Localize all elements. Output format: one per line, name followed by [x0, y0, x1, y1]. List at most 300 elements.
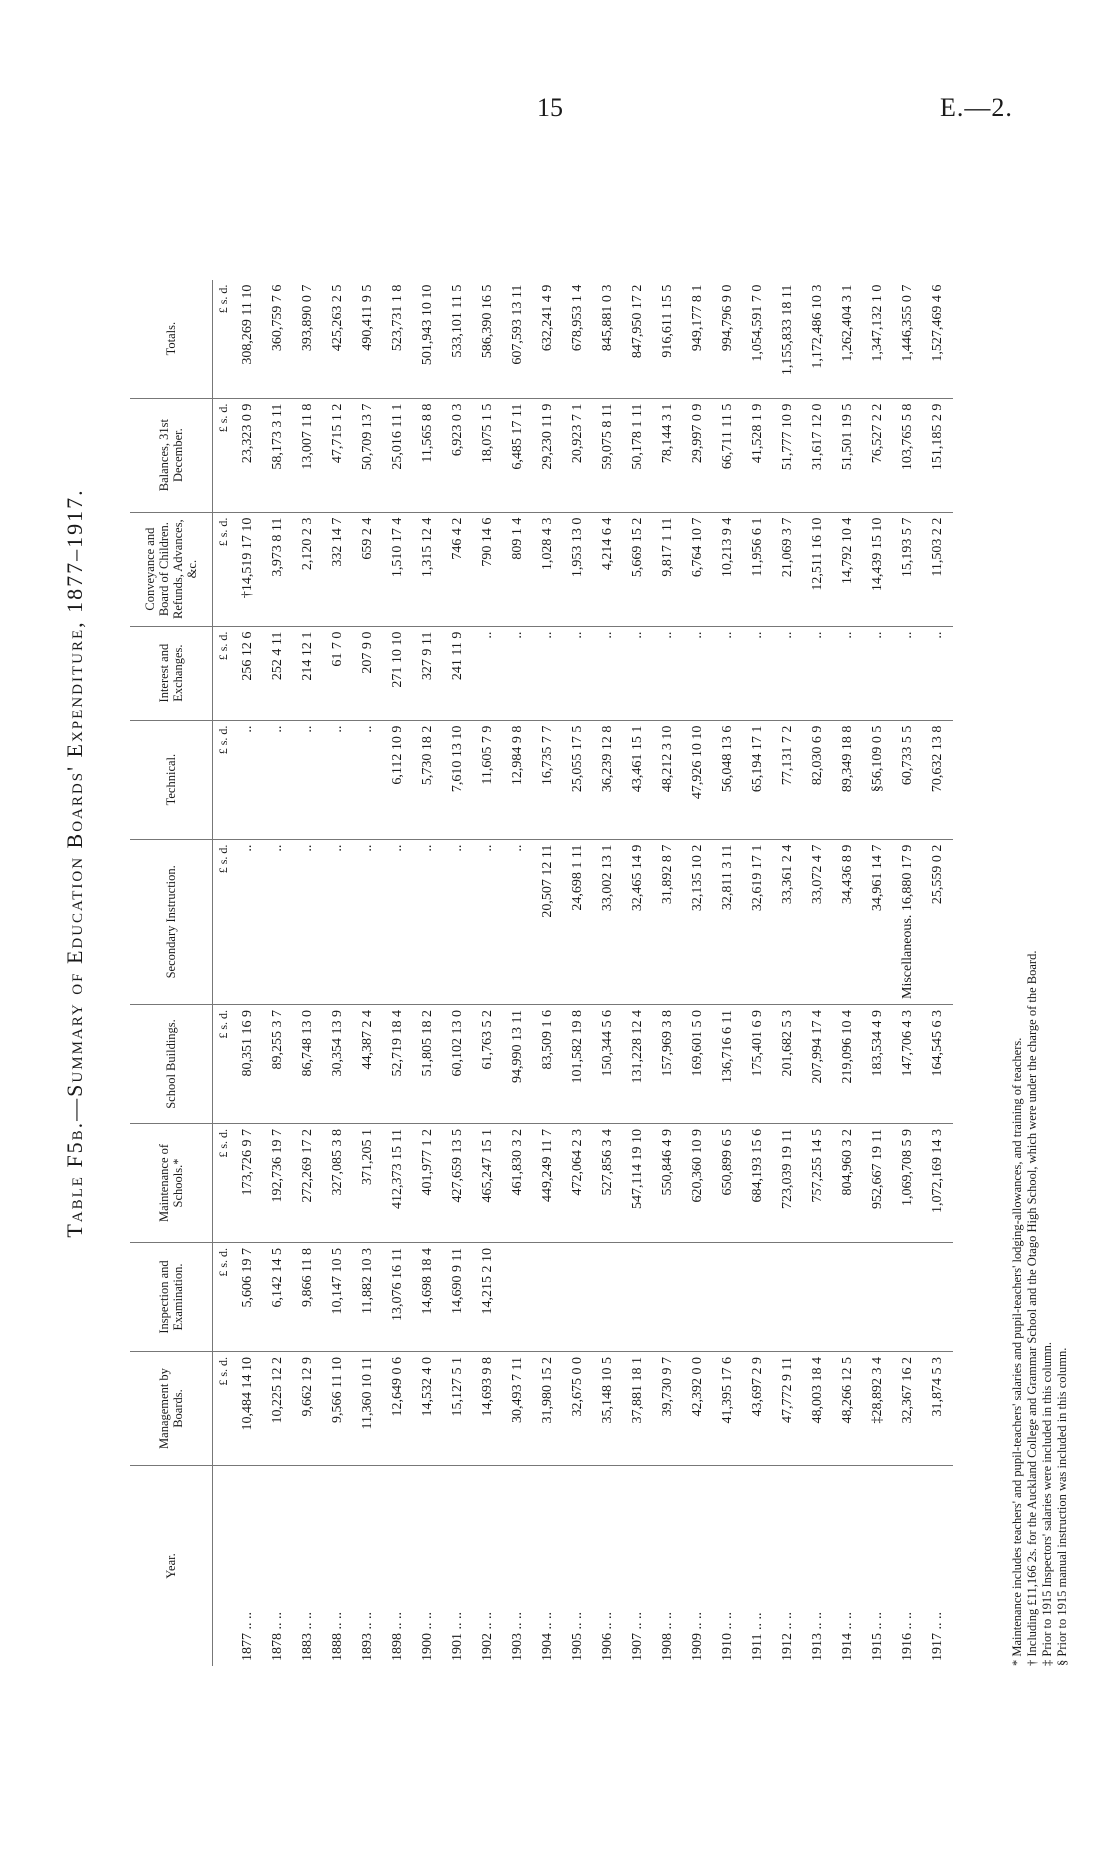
table-cell: .. — [353, 839, 383, 1004]
table-cell: 94,990 13 11 — [503, 1005, 533, 1124]
table-cell: 36,239 12 8 — [593, 720, 623, 839]
table-cell: 82,030 6 9 — [803, 720, 833, 839]
table-cell: 9,566 11 10 — [323, 1352, 353, 1466]
page-number: 15 — [537, 93, 563, 122]
table-cell: 1,510 17 4 — [383, 512, 413, 626]
table-cell: 32,135 10 2 — [683, 839, 713, 1004]
table-cell: 684,193 15 6 — [743, 1124, 773, 1243]
column-header-balances: Balances, 31st December. — [130, 398, 213, 512]
unit-cell: £ s. d. — [215, 284, 230, 314]
year-cell: 1902 .. .. — [473, 1466, 503, 1667]
table-cell: 620,360 10 9 — [683, 1124, 713, 1243]
table-cell: 952,667 19 11 — [863, 1124, 893, 1243]
year-cell: 1904 .. .. — [533, 1466, 563, 1667]
table-cell: 790 14 6 — [473, 512, 503, 626]
table-cell: 371,205 1 — [353, 1124, 383, 1243]
table-cell: 757,255 14 5 — [803, 1124, 833, 1243]
year-cell: 1906 .. .. — [593, 1466, 623, 1667]
table-cell: 501,943 10 10 — [420, 284, 435, 366]
table-cell: 6,764 10 7 — [683, 512, 713, 626]
column-header-interest: Interest and Exchanges. — [130, 626, 213, 720]
table-cell: 804,960 3 2 — [833, 1124, 863, 1243]
year-cell: 1893 .. .. — [353, 1466, 383, 1667]
table-cell: 31,892 8 7 — [653, 839, 683, 1004]
table-cell: 56,048 13 6 — [713, 720, 743, 839]
table-row — [563, 280, 593, 1666]
table-cell — [593, 1243, 623, 1352]
table-cell: 61 7 0 — [323, 626, 353, 720]
footnote-maintenance: * Maintenance includes teachers' and pupil-teachers' salaries and pupil-teachers' lodging-allowances, and training of teachers. — [1010, 1037, 1024, 1666]
year-cell: 1907 .. .. — [623, 1466, 653, 1667]
table-cell: 24,698 1 11 — [563, 839, 593, 1004]
table-cell: 746 4 2 — [443, 512, 473, 626]
table-cell: 41,395 17 6 — [713, 1352, 743, 1466]
table-cell: 15,193 5 7 — [893, 512, 923, 626]
table-cell: 5,669 15 2 — [623, 512, 653, 626]
table-cell: .. — [263, 839, 293, 1004]
table-row — [323, 280, 353, 1666]
table-cell: 10,225 12 2 — [263, 1352, 293, 1466]
unit-cell: £ s. d. — [213, 1005, 234, 1124]
table-cell: 1,155,833 18 11 — [780, 284, 795, 376]
table-row — [263, 280, 293, 1666]
table-cell: 425,263 2 5 — [330, 284, 345, 352]
table-row — [833, 280, 863, 1666]
year-cell: 1898 .. .. — [383, 1466, 413, 1667]
table-cell — [803, 1243, 833, 1352]
table-cell: .. — [443, 839, 473, 1004]
table-cell: Miscellaneous. 16,880 17 9 — [893, 839, 923, 1004]
table-cell: 32,619 17 1 — [743, 839, 773, 1004]
table-cell: 50,178 1 11 — [623, 398, 653, 512]
table-cell: 272,269 17 2 — [293, 1124, 323, 1243]
table-cell: 994,796 9 0 — [720, 284, 735, 352]
footnote-manual: § Prior to 1915 manual instruction was included in this column. — [1055, 1347, 1069, 1666]
table-cell: 678,953 1 4 — [570, 284, 585, 352]
table-cell: .. — [653, 626, 683, 720]
table-cell: 58,173 3 11 — [263, 398, 293, 512]
table-cell — [743, 1243, 773, 1352]
table-cell: 14,698 18 4 — [413, 1243, 443, 1352]
table-cell: 131,228 12 4 — [623, 1005, 653, 1124]
table-cell: 13,007 11 8 — [293, 398, 323, 512]
table-row — [383, 280, 413, 1666]
column-header-inspection: Inspection and Examination. — [130, 1243, 213, 1352]
year-cell: 1910 .. .. — [713, 1466, 743, 1667]
table-cell: 83,509 1 6 — [533, 1005, 563, 1124]
table-cell: .. — [893, 626, 923, 720]
table-cell: 11,503 2 2 — [923, 512, 953, 626]
table-cell: .. — [293, 839, 323, 1004]
table-cell: 30,354 13 9 — [323, 1005, 353, 1124]
table-cell: 164,545 6 3 — [923, 1005, 953, 1124]
table-cell: 31,617 12 0 — [803, 398, 833, 512]
table-cell: .. — [563, 626, 593, 720]
table-row — [443, 280, 473, 1666]
table-row — [743, 280, 773, 1666]
table-cell: 25,559 0 2 — [923, 839, 953, 1004]
table-cell — [833, 1243, 863, 1352]
table-cell: 18,075 1 5 — [473, 398, 503, 512]
year-cell: 1917 .. .. — [923, 1466, 953, 1667]
table-cell: 10,147 10 5 — [323, 1243, 353, 1352]
table-row — [233, 280, 263, 1666]
table-cell: 12,984 9 8 — [503, 720, 533, 839]
table-cell: 11,605 7 9 — [473, 720, 503, 839]
table-cell: .. — [473, 839, 503, 1004]
table-cell: 47,715 1 2 — [323, 398, 353, 512]
table-row — [773, 280, 803, 1666]
table-cell: 150,344 5 6 — [593, 1005, 623, 1124]
table-cell: 427,659 13 5 — [443, 1124, 473, 1243]
table-cell: 4,214 6 4 — [593, 512, 623, 626]
table-row — [623, 280, 653, 1666]
table-cell: 6,485 17 11 — [503, 398, 533, 512]
table-cell: 29,997 0 9 — [683, 398, 713, 512]
table-row — [413, 280, 443, 1666]
column-header-year: Year. — [130, 1466, 213, 1667]
units-row — [213, 280, 234, 1666]
table-cell: 1,953 13 0 — [563, 512, 593, 626]
column-header-buildings: School Buildings. — [130, 1005, 213, 1124]
year-cell: 1913 .. .. — [803, 1466, 833, 1667]
table-cell — [623, 1243, 653, 1352]
table-cell: 533,101 11 5 — [450, 284, 465, 358]
column-header-technical: Technical. — [130, 720, 213, 839]
year-cell: 1878 .. .. — [263, 1466, 293, 1667]
table-cell: 472,064 2 3 — [563, 1124, 593, 1243]
table-cell: 219,096 10 4 — [833, 1005, 863, 1124]
table-cell: 5,606 19 7 — [233, 1243, 263, 1352]
column-header-management: Management by Boards. — [130, 1352, 213, 1466]
column-header-totals: Totals. — [130, 280, 213, 399]
table-cell: 401,977 1 2 — [413, 1124, 443, 1243]
table-cell: 659 2 4 — [353, 512, 383, 626]
table-cell: .. — [863, 626, 893, 720]
table-cell: .. — [803, 626, 833, 720]
table-cell: 31,874 5 3 — [923, 1352, 953, 1466]
table-cell: 327,085 3 8 — [323, 1124, 353, 1243]
table-cell: 14,439 15 10 — [863, 512, 893, 626]
table-cell: 33,002 13 1 — [593, 839, 623, 1004]
table-cell: 39,730 9 7 — [653, 1352, 683, 1466]
table-cell: 32,367 16 2 — [893, 1352, 923, 1466]
table-cell: 9,662 12 9 — [293, 1352, 323, 1466]
table-cell: 35,148 10 5 — [593, 1352, 623, 1466]
table-cell: 89,255 3 7 — [263, 1005, 293, 1124]
table-cell — [653, 1243, 683, 1352]
table-cell: 21,069 3 7 — [773, 512, 803, 626]
table-cell: 32,465 14 9 — [623, 839, 653, 1004]
table-cell: 327 9 11 — [413, 626, 443, 720]
table-cell — [533, 1243, 563, 1352]
table-cell: 65,194 17 1 — [743, 720, 773, 839]
year-cell: 1901 .. .. — [443, 1466, 473, 1667]
table-cell: 52,719 18 4 — [383, 1005, 413, 1124]
table-cell: 1,072,169 14 3 — [923, 1124, 953, 1243]
year-cell: 1909 .. .. — [683, 1466, 713, 1667]
table-cell: 11,956 6 1 — [743, 512, 773, 626]
table-cell: 183,534 4 9 — [863, 1005, 893, 1124]
table-cell: 59,075 8 11 — [593, 398, 623, 512]
table-cell: 360,759 7 6 — [270, 284, 285, 352]
table-cell: 25,016 11 1 — [383, 398, 413, 512]
table-cell: 461,830 3 2 — [503, 1124, 533, 1243]
table-cell: 11,360 10 11 — [353, 1352, 383, 1466]
table-cell: 9,817 1 11 — [653, 512, 683, 626]
table-cell: 14,792 10 4 — [833, 512, 863, 626]
table-cell — [683, 1243, 713, 1352]
table-cell: 29,230 11 9 — [533, 398, 563, 512]
table-cell: 31,980 15 2 — [533, 1352, 563, 1466]
table-cell: .. — [833, 626, 863, 720]
table-cell: 25,055 17 5 — [563, 720, 593, 839]
table-cell: .. — [353, 720, 383, 839]
table-cell: 845,881 0 3 — [600, 284, 615, 352]
unit-cell: £ s. d. — [213, 1352, 234, 1466]
table-cell: 48,266 12 5 — [833, 1352, 863, 1466]
footnote-inspectors: ‡ Prior to 1915 Inspectors' salaries were included in this column. — [1040, 1341, 1054, 1666]
table-cell: †14,519 17 10 — [233, 512, 263, 626]
table-cell: 147,706 4 3 — [893, 1005, 923, 1124]
table-cell: 490,411 9 5 — [360, 284, 375, 351]
year-cell: 1900 .. .. — [413, 1466, 443, 1667]
table-cell: 151,185 2 9 — [923, 398, 953, 512]
table-cell: 1,028 4 3 — [533, 512, 563, 626]
table-cell: 1,069,708 5 9 — [893, 1124, 923, 1243]
table-row — [353, 280, 383, 1666]
table-cell — [503, 1243, 533, 1352]
table-cell: 86,748 13 0 — [293, 1005, 323, 1124]
unit-cell: £ s. d. — [213, 839, 234, 1004]
table-cell — [773, 1243, 803, 1352]
table-cell: 12,649 0 6 — [383, 1352, 413, 1466]
table-cell: .. — [293, 720, 323, 839]
unit-cell: £ s. d. — [213, 512, 234, 626]
table-row — [503, 280, 533, 1666]
table-cell: 201,682 5 3 — [773, 1005, 803, 1124]
unit-cell: £ s. d. — [213, 1243, 234, 1352]
header-row — [130, 280, 213, 1666]
table-cell: 6,142 14 5 — [263, 1243, 293, 1352]
table-cell: 175,401 6 9 — [743, 1005, 773, 1124]
table-cell: 51,501 19 5 — [833, 398, 863, 512]
table-cell: 70,632 13 8 — [923, 720, 953, 839]
table-cell: 2,120 2 3 — [293, 512, 323, 626]
table-cell: 13,076 16 11 — [383, 1243, 413, 1352]
table-cell: 20,923 7 1 — [563, 398, 593, 512]
table-cell: 393,890 0 7 — [300, 284, 315, 352]
table-cell: 32,675 0 0 — [563, 1352, 593, 1466]
table-cell: 14,690 9 11 — [443, 1243, 473, 1352]
table-cell: 20,507 12 11 — [533, 839, 563, 1004]
table-cell: 586,390 16 5 — [480, 284, 495, 359]
table-cell: .. — [683, 626, 713, 720]
table-cell: .. — [323, 720, 353, 839]
table-cell: 412,373 15 11 — [383, 1124, 413, 1243]
table-cell: 47,772 9 11 — [773, 1352, 803, 1466]
table-cell: 1,054,591 7 0 — [750, 284, 765, 362]
table-cell: 11,565 8 8 — [413, 398, 443, 512]
table-cell: 10,484 14 10 — [233, 1352, 263, 1466]
table-row — [713, 280, 743, 1666]
table-cell: 157,969 3 8 — [653, 1005, 683, 1124]
table-cell: 809 1 4 — [503, 512, 533, 626]
table-cell — [563, 1243, 593, 1352]
table-cell: 547,114 19 10 — [623, 1124, 653, 1243]
table-cell: .. — [263, 720, 293, 839]
table-cell: 37,881 18 1 — [623, 1352, 653, 1466]
unit-cell — [213, 1466, 234, 1667]
table-cell: 3,973 8 11 — [263, 512, 293, 626]
table-cell: 10,213 9 4 — [713, 512, 743, 626]
table-cell: 192,736 19 7 — [263, 1124, 293, 1243]
table-cell: 723,039 19 11 — [773, 1124, 803, 1243]
table-cell: 252 4 11 — [263, 626, 293, 720]
table-cell: 66,711 11 5 — [713, 398, 743, 512]
table-cell: 42,392 0 0 — [683, 1352, 713, 1466]
table-cell: 14,215 2 10 — [473, 1243, 503, 1352]
column-header-secondary: Secondary Instruction. — [130, 839, 213, 1004]
table-cell: 207 9 0 — [353, 626, 383, 720]
table-cell: .. — [233, 720, 263, 839]
table-cell: 61,763 5 2 — [473, 1005, 503, 1124]
table-cell: 916,611 15 5 — [660, 284, 675, 358]
table-cell: 14,693 9 8 — [473, 1352, 503, 1466]
year-cell: 1888 .. .. — [323, 1466, 353, 1667]
table-cell: 241 11 9 — [443, 626, 473, 720]
table-cell — [893, 1243, 923, 1352]
table-cell: 78,144 3 1 — [653, 398, 683, 512]
year-cell: 1877 .. .. — [233, 1466, 263, 1667]
table-cell: 650,899 6 5 — [713, 1124, 743, 1243]
table-cell: 214 12 1 — [293, 626, 323, 720]
table-cell: 7,610 13 10 — [443, 720, 473, 839]
table-cell: 632,241 4 9 — [540, 284, 555, 352]
table-cell: 11,882 10 3 — [353, 1243, 383, 1352]
footnote-including: † Including £11,166 2s. for the Auckland College and Grammar School and the Otago High School, which were under the charge of the Board. — [1025, 950, 1039, 1666]
table-cell: 1,315 12 4 — [413, 512, 443, 626]
table-cell: .. — [533, 626, 563, 720]
table-row — [533, 280, 563, 1666]
table-row — [863, 280, 893, 1666]
table-cell: 523,731 1 8 — [390, 284, 405, 352]
unit-cell: £ s. d. — [213, 398, 234, 512]
expenditure-table — [130, 280, 953, 1666]
year-cell: 1905 .. .. — [563, 1466, 593, 1667]
table-cell: 256 12 6 — [233, 626, 263, 720]
table-cell: 332 14 7 — [323, 512, 353, 626]
table-cell: 308,269 11 10 — [240, 284, 255, 365]
table-cell: .. — [323, 839, 353, 1004]
table-cell: .. — [383, 839, 413, 1004]
column-header-conveyance: Conveyance and Board of Children. Refunds, Advances, &c. — [130, 512, 213, 626]
table-title: Table F5b.—Summary of Education Boards' Expenditure, 1877–1917. — [62, 488, 87, 1238]
table-cell: 48,003 18 4 — [803, 1352, 833, 1466]
year-cell: 1915 .. .. — [863, 1466, 893, 1667]
table-cell: 43,697 2 9 — [743, 1352, 773, 1466]
table-cell: 136,716 6 11 — [713, 1005, 743, 1124]
table-cell: 33,072 4 7 — [803, 839, 833, 1004]
year-cell: 1903 .. .. — [503, 1466, 533, 1667]
table-cell: 103,765 5 8 — [893, 398, 923, 512]
table-cell: §56,109 0 5 — [863, 720, 893, 839]
table-cell: .. — [713, 626, 743, 720]
table-cell: 14,532 4 0 — [413, 1352, 443, 1466]
table-cell: 32,811 3 11 — [713, 839, 743, 1004]
table-cell: .. — [473, 626, 503, 720]
table-cell: 169,601 5 0 — [683, 1005, 713, 1124]
table-cell: .. — [233, 839, 263, 1004]
table-cell: .. — [593, 626, 623, 720]
table-cell: .. — [773, 626, 803, 720]
table-cell: 173,726 9 7 — [233, 1124, 263, 1243]
table-cell: .. — [923, 626, 953, 720]
table-cell: 51,805 18 2 — [413, 1005, 443, 1124]
year-cell: 1916 .. .. — [893, 1466, 923, 1667]
table-cell: 34,961 14 7 — [863, 839, 893, 1004]
table-cell: 43,461 15 1 — [623, 720, 653, 839]
column-header-maintenance: Maintenance of Schools.* — [130, 1124, 213, 1243]
table-cell: .. — [503, 839, 533, 1004]
table-cell: .. — [743, 626, 773, 720]
table-cell: 607,593 13 11 — [510, 284, 525, 365]
table-cell: 5,730 18 2 — [413, 720, 443, 839]
unit-cell: £ s. d. — [213, 1124, 234, 1243]
unit-cell: £ s. d. — [213, 626, 234, 720]
table-cell: 34,436 8 9 — [833, 839, 863, 1004]
table-body — [213, 280, 954, 1666]
year-cell: 1912 .. .. — [773, 1466, 803, 1667]
table-cell: 949,177 8 1 — [690, 284, 705, 352]
table-cell: 465,247 15 1 — [473, 1124, 503, 1243]
table-cell: 527,856 3 4 — [593, 1124, 623, 1243]
table-row — [683, 280, 713, 1666]
table-cell: 41,528 1 9 — [743, 398, 773, 512]
table-cell: 271 10 10 — [383, 626, 413, 720]
table-cell: 101,582 19 8 — [563, 1005, 593, 1124]
table-row — [593, 280, 623, 1666]
table-cell: 47,926 10 10 — [683, 720, 713, 839]
table-row — [803, 280, 833, 1666]
table-cell: 23,323 0 9 — [233, 398, 263, 512]
table-cell: 847,950 17 2 — [630, 284, 645, 359]
table-cell: 15,127 5 1 — [443, 1352, 473, 1466]
table-cell: 89,349 18 8 — [833, 720, 863, 839]
table-row — [923, 280, 953, 1666]
table-cell: 51,777 10 9 — [773, 398, 803, 512]
table-cell: 6,923 0 3 — [443, 398, 473, 512]
table-cell: 60,733 5 5 — [893, 720, 923, 839]
table-cell: 33,361 2 4 — [773, 839, 803, 1004]
table-cell: 1,172,486 10 3 — [810, 284, 825, 369]
table-cell: 30,493 7 11 — [503, 1352, 533, 1466]
table-cell: 449,249 11 7 — [533, 1124, 563, 1243]
table-cell: 60,102 13 0 — [443, 1005, 473, 1124]
year-cell: 1914 .. .. — [833, 1466, 863, 1667]
table-cell: 77,131 7 2 — [773, 720, 803, 839]
unit-cell: £ s. d. — [213, 720, 234, 839]
table-cell: 1,446,355 0 7 — [900, 284, 915, 362]
table-cell — [713, 1243, 743, 1352]
table-row — [473, 280, 503, 1666]
table-row — [293, 280, 323, 1666]
table-cell: .. — [413, 839, 443, 1004]
table-cell: 6,112 10 9 — [383, 720, 413, 839]
table-cell: 76,527 2 2 — [863, 398, 893, 512]
table-cell — [923, 1243, 953, 1352]
table-cell: 12,511 16 10 — [803, 512, 833, 626]
